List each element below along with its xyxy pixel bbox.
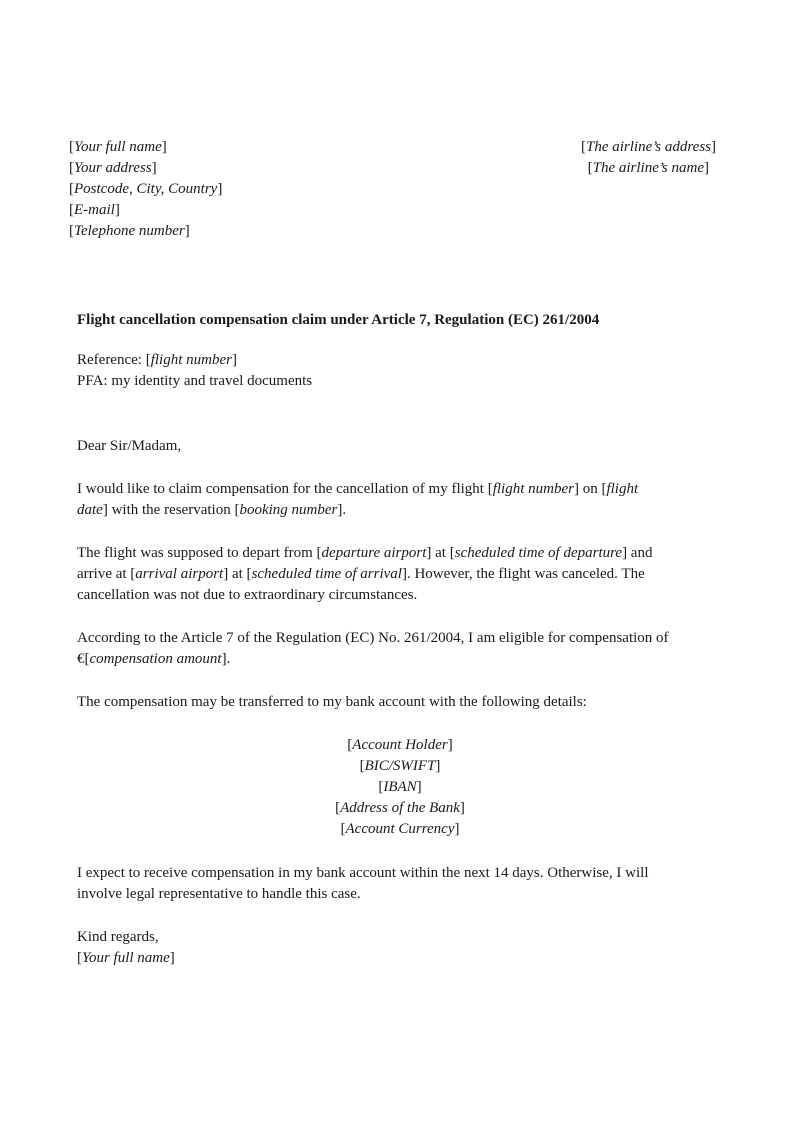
recipient-block — [581, 137, 716, 179]
paragraph-claim: I would like to claim compensation for the cancellation of my flight [flight number] on [flight date] with the reservation [booking number]. — [77, 481, 639, 518]
salutation-block — [77, 436, 181, 457]
closing-block — [77, 927, 175, 969]
recipient-address: [The airline’s address] — [580, 139, 716, 155]
salutation: Dear Sir/Madam, — [77, 438, 182, 454]
paragraph-deadline: I expect to receive compensation in my bank account within the next 14 days. Otherwise, I will involve legal representative to handle this case. — [77, 865, 649, 902]
subject-line: Flight cancellation compensation claim under Article 7, Regulation (EC) 261/2004 — [77, 312, 600, 328]
bank-address: [Address of the Bank] — [335, 800, 465, 816]
reference-block — [77, 350, 312, 392]
recipient-name: [The airline’s name] — [587, 160, 709, 176]
bank-details — [0, 735, 800, 840]
sender-city: [Postcode, City, Country] — [69, 181, 223, 197]
pfa-line: PFA: my identity and travel documents — [77, 373, 313, 389]
closing: Kind regards, — [77, 929, 159, 945]
bank-holder: [Account Holder] — [347, 737, 453, 753]
bank-iban: [IBAN] — [378, 779, 422, 795]
sender-email: [E-mail] — [69, 202, 120, 218]
paragraph-flight-details: The flight was supposed to depart from [departure airport] at [scheduled time of departure] and arrive at [arrival airport] at [scheduled time of arrival]. However, the flight was canceled. The cancellation was not due to extraordinary circumstances. — [77, 545, 653, 603]
bank-bic: [BIC/SWIFT] — [359, 758, 441, 774]
signature: [Your full name] — [77, 950, 175, 966]
bank-currency: [Account Currency] — [340, 821, 460, 837]
sender-name: [Your full name] — [69, 139, 167, 155]
sender-phone: [Telephone number] — [69, 223, 190, 239]
reference-line: Reference: [flight number] — [77, 352, 237, 368]
sender-address: [Your address] — [69, 160, 157, 176]
paragraph-transfer: The compensation may be transferred to my bank account with the following details: — [77, 694, 587, 710]
sender-block — [69, 137, 222, 242]
paragraph-eligibility: According to the Article 7 of the Regulation (EC) No. 261/2004, I am eligible for compensation of €[compensation amount]. — [77, 630, 669, 667]
